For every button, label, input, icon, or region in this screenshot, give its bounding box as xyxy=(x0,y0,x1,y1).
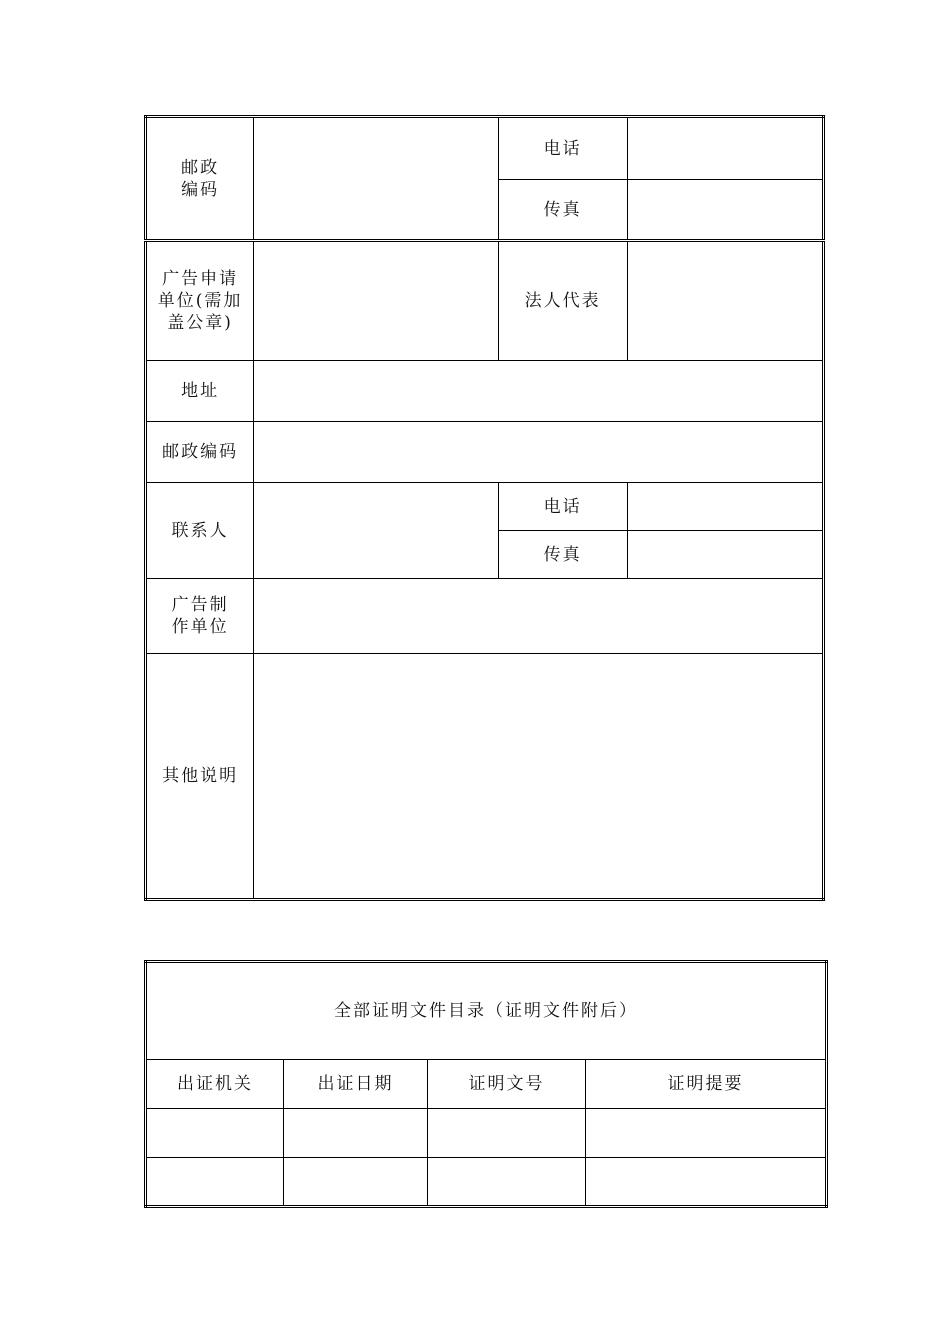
contact-value[interactable] xyxy=(254,483,498,579)
row2-issuer[interactable] xyxy=(146,1158,284,1207)
header-doc-number: 证明文号 xyxy=(428,1060,586,1109)
contact-phone-value[interactable] xyxy=(627,483,823,531)
header-issuer: 出证机关 xyxy=(146,1060,284,1109)
postal-code-value[interactable] xyxy=(254,117,498,241)
maker-label-line1: 广告制 xyxy=(171,595,229,615)
contact-fax-label: 传真 xyxy=(498,531,627,579)
postal-code-label-line1: 邮政 xyxy=(181,157,220,178)
legal-rep-label: 法人代表 xyxy=(498,241,627,361)
applicant-label-line1: 广告申请 xyxy=(162,269,239,289)
applicant-value[interactable] xyxy=(254,241,498,361)
postal-code-label xyxy=(146,117,254,241)
row1-issuer[interactable] xyxy=(146,1109,284,1158)
row2-number[interactable] xyxy=(428,1158,586,1207)
header-issue-date: 出证日期 xyxy=(284,1060,428,1109)
row1-summary[interactable] xyxy=(586,1109,827,1158)
row1-number[interactable] xyxy=(428,1109,586,1158)
contact-fax-value[interactable] xyxy=(627,531,823,579)
maker-label-line2: 作单位 xyxy=(171,617,229,637)
maker-value[interactable] xyxy=(254,579,824,654)
legal-rep-value[interactable] xyxy=(627,241,823,361)
table-row xyxy=(146,1158,827,1207)
phone-value[interactable] xyxy=(627,117,823,180)
row2-summary[interactable] xyxy=(586,1158,827,1207)
row2-date[interactable] xyxy=(284,1158,428,1207)
table-row xyxy=(146,1109,827,1158)
contact-phone-label: 电话 xyxy=(498,483,627,531)
postal-code-label-line2: 编码 xyxy=(181,179,220,200)
maker-label xyxy=(146,579,254,654)
application-form-table xyxy=(144,115,825,901)
other-value[interactable] xyxy=(254,654,824,900)
certificate-list-table xyxy=(144,960,828,1208)
postal-code-2-label: 邮政编码 xyxy=(146,422,254,483)
phone-label: 电话 xyxy=(498,117,627,180)
address-label: 地址 xyxy=(146,361,254,422)
applicant-label-line2: 单位(需加 xyxy=(157,291,243,311)
fax-value[interactable] xyxy=(627,180,823,241)
postal-code-2-value[interactable] xyxy=(254,422,824,483)
other-label: 其他说明 xyxy=(146,654,254,900)
header-summary: 证明提要 xyxy=(586,1060,827,1109)
fax-label: 传真 xyxy=(498,180,627,241)
applicant-label-line3: 盖公章) xyxy=(167,313,233,333)
row1-date[interactable] xyxy=(284,1109,428,1158)
applicant-label xyxy=(146,241,254,361)
certificate-list-title: 全部证明文件目录（证明文件附后） xyxy=(146,962,827,1060)
address-value[interactable] xyxy=(254,361,824,422)
contact-label: 联系人 xyxy=(146,483,254,579)
